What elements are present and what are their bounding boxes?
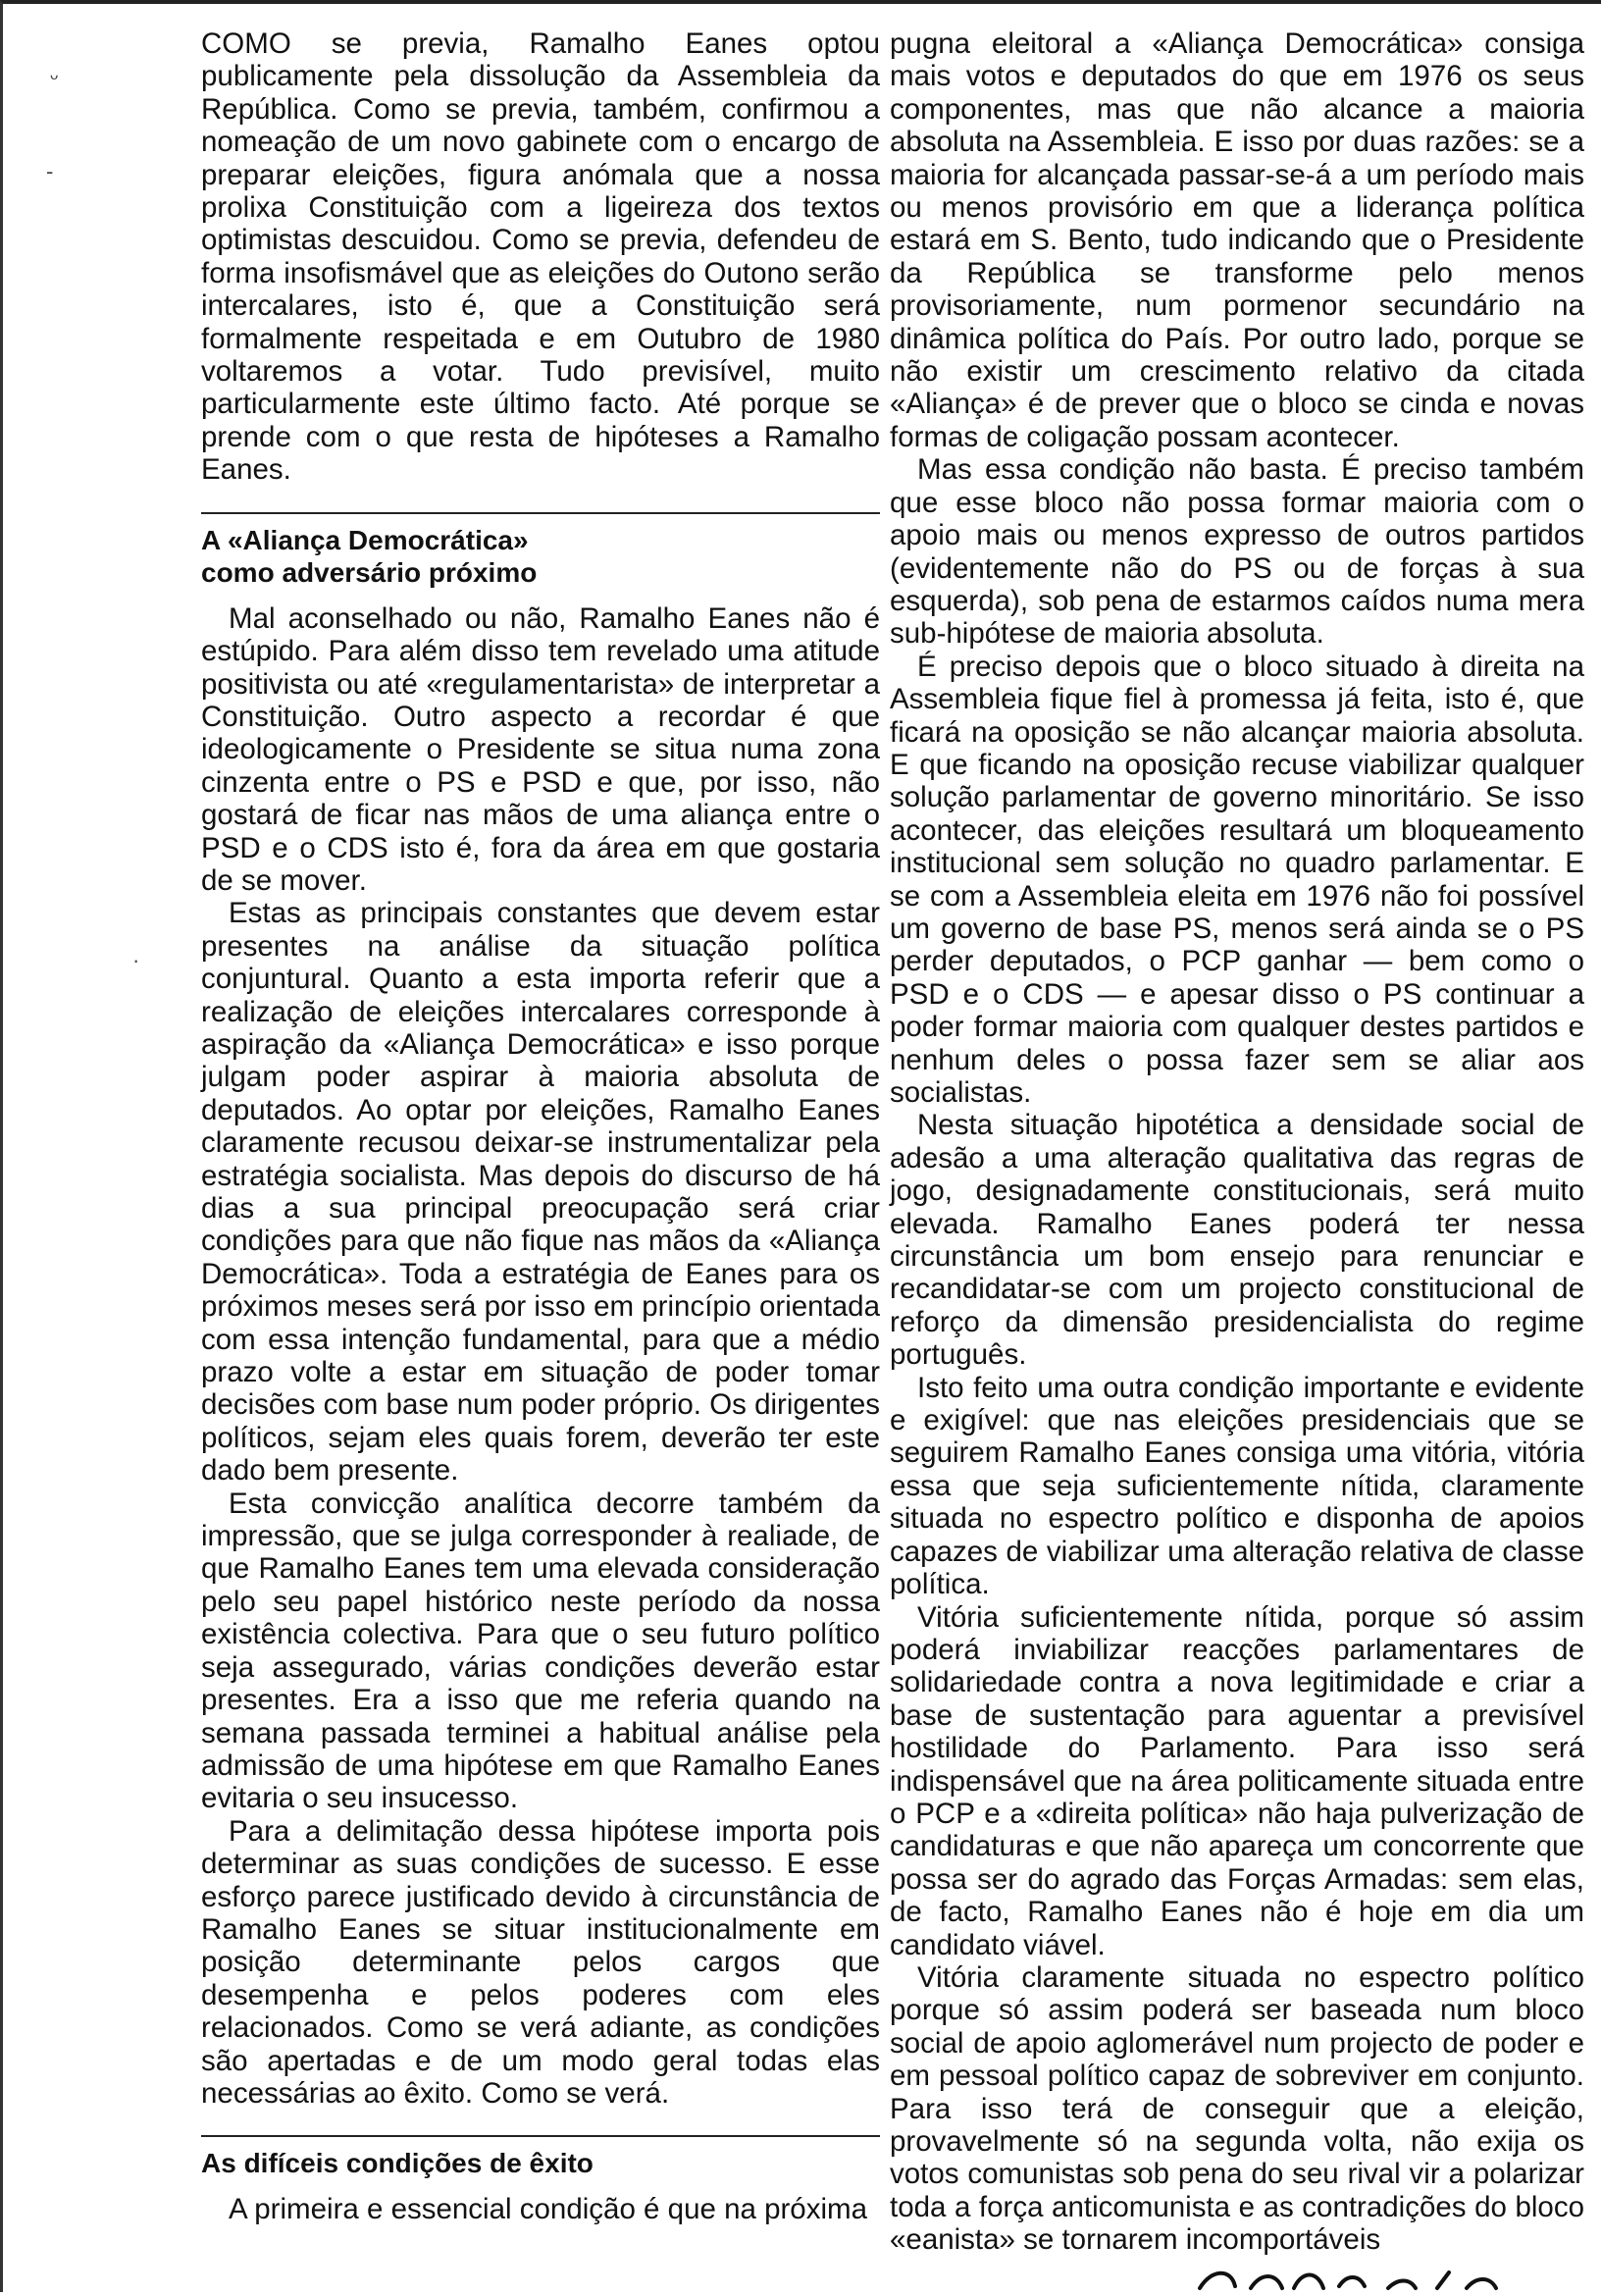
body-paragraph: Para a delimitação dessa hipótese importa pois determinar as suas condições de sucesso. E esse esforço parece justificado devido à circunstância de Ramalho Eanes se situar institucionalmente em posição determinante pelos cargos que desempenha e pelos poderes com eles relacionados. Como se verá adiante, as condições são apertadas e de um modo geral todas elas necessárias ao êxito. Como se verá. <box>201 1814 880 2110</box>
body-paragraph: A primeira e essencial condição é que na próxima <box>229 2193 868 2226</box>
body-paragraph: Isto feito uma outra condição importante e evidente e exigível: que nas eleições presidenciais que se seguirem Ramalho Eanes consiga uma vitória, vitória essa que seja suficientemente nítida, claramente situada no espectro político e disponha de apoios capazes de viabilizar uma alteração relativa de classe política. <box>890 1371 1584 1601</box>
margin-dot-mark: · <box>132 948 140 972</box>
body-paragraph: Mas essa condição não basta. É preciso também que esse bloco não possa formar maioria com o apoio mais ou menos expresso de outros partidos (evidentemente não do PS ou de forças à sua esquerda), sob pena de estarmos caídos numa mera sub-hipótese de maioria absoluta. <box>890 453 1584 651</box>
handwritten-continuation-mark <box>1192 2259 1601 2296</box>
body-paragraph: Nesta situação hipotética a densidade social de adesão a uma alteração qualitativa das regras de jogo, designadamente constitucionais, será muito elevada. Ramalho Eanes poderá ter nessa circunstância um bom ensejo para renunciar e recandidatar-se com um projecto constitucional de reforço da dimensão presidencialista do regime português. <box>890 1109 1584 1372</box>
section-divider <box>201 512 880 514</box>
right-column <box>890 27 1584 2257</box>
left-column <box>201 27 880 2226</box>
body-paragraph: É preciso depois que o bloco situado à direita na Assembleia fique fiel à promessa já feita, isto é, que ficará na oposição se não alcançar maioria absoluta. E que ficando na oposição recuse viabilizar qualquer solução parlamentar de governo minoritário. Se isso acontecer, das eleições resultará um bloqueamento institucional sem solução no quadro parlamentar. E se com a Assembleia eleita em 1976 não foi possível um governo de base PS, menos será ainda se o PS perder deputados, o PCP ganhar — bem como o PSD e o CDS — e apesar disso o PS continuar a poder formar maioria com qualquer destes partidos e nenhum deles o possa fazer sem se aliar aos socialistas. <box>890 650 1584 1109</box>
body-paragraph: Estas as principais constantes que devem estar presentes na análise da situação política conjuntural. Quanto a esta importa referir que a realização de eleições intercalares corresponde à aspiração da «Aliança Democrática» e isso porque julgam poder aspirar à maioria absoluta de deputados. Ao optar por eleições, Ramalho Eanes claramente recusou deixar-se instrumentalizar pela estratégia socialista. Mas depois do discurso de há dias a sua principal preocupação será criar condições para que não fique nas mãos da «Aliança Democrática». Toda a estratégia de Eanes para os próximos meses será por isso em princípio orientada com essa intenção fundamental, para que a médio prazo volte a estar em situação de poder tomar decisões com base num poder próprio. Os dirigentes políticos, sejam eles quais forem, deverão ter este dado bem presente. <box>201 897 880 1487</box>
section-heading-line: As difíceis condições de êxito <box>201 2148 594 2179</box>
margin-scratch-mark: ᵕ <box>50 65 59 89</box>
section-heading-line: A «Aliança Democrática» <box>201 524 529 555</box>
body-paragraph: pugna eleitoral a «Aliança Democrática» consiga mais votos e deputados do que em 1976 os seus componentes, mas que não alcance a maioria absoluta na Assembleia. E isso por duas razões: se a maioria for alcançada passar-se-á a um período mais ou menos provisório em que a liderança política estará em S. Bento, tudo indicando que o Presidente da República se transforme pelo menos provisoriamente, num pormenor secundário na dinâmica política do País. Por outro lado, porque se não existir um crescimento relativo da citada «Aliança» é de prever que o bloco se cinda e novas formas de coligação possam acontecer. <box>890 27 1584 453</box>
margin-dash-mark: - <box>46 159 54 183</box>
body-paragraph: Vitória claramente situada no espectro político porque só assim poderá ser baseada num bloco social de apoio aglomerável num projecto de poder e em pessoal político capaz de sobreviver em conjunto. Para isso terá de conseguir que a eleição, provavelmente só na segunda volta, não exija os votos comunistas sob pena do seu rival vir a polarizar toda a força anticomunista e as contradições do bloco «eanista» se tornarem incomportáveis <box>890 1960 1584 2257</box>
section-heading-condicoes <box>201 2147 880 2179</box>
intro-paragraph: COMO se previa, Ramalho Eanes optou publicamente pela dissolução da Assembleia da República. Como se previa, também, confirmou a nomeação de um novo gabinete com o encargo de preparar eleições, figura anómala que a nossa prolixa Constituição com a ligeireza dos textos optimistas descuidou. Como se previa, defendeu de forma insofismável que as eleições do Outono serão intercalares, isto é, que a Constituição será formalmente respeitada e em Outubro de 1980 voltaremos a votar. Tudo previsível, muito particularmente este último facto. Até porque se prende com o que resta de hipóteses a Ramalho Eanes. <box>201 27 880 487</box>
body-paragraph: Mal aconselhado ou não, Ramalho Eanes não é estúpido. Para além disso tem revelado uma atitude positivista ou até «regulamentarista» de interpretar a Constituição. Outro aspecto a recordar é que ideologicamente o Presidente se situa numa zona cinzenta entre o PS e PSD e que, por isso, não gostará de ficar nas mãos de uma aliança entre o PSD e o CDS isto é, fora da área em que gostaria de se mover. <box>201 601 880 897</box>
section-divider <box>201 2135 880 2137</box>
section-heading-line: como adversário próximo <box>201 556 538 588</box>
section-heading-alianca <box>201 524 880 589</box>
body-paragraph: Vitória suficientemente nítida, porque só assim poderá inviabilizar reacções parlamentares de solidariedade contra a nova legitimidade e criar a base de sustentação para aguentar a previsível hostilidade do Parlamento. Para isso será indispensável que na área politicamente situada entre o PCP e a «direita política» não haja pulverização de candidaturas e que não apareça um concorrente que possa ser do agrado das Forças Armadas: sem elas, de facto, Ramalho Eanes não é hoje em dia um candidato viável. <box>890 1600 1584 1961</box>
body-paragraph: Esta convicção analítica decorre também da impressão, que se julga corresponder à realiade, de que Ramalho Eanes tem uma elevada consideração pelo seu papel histórico neste período da nossa existência colectiva. Para que o seu futuro político seja assegurado, várias condições deverão estar presentes. Era a isso que me referia quando na semana passada terminei a habitual análise pela admissão de uma hipótese em que Ramalho Eanes evitaria o seu insucesso. <box>201 1487 880 1815</box>
